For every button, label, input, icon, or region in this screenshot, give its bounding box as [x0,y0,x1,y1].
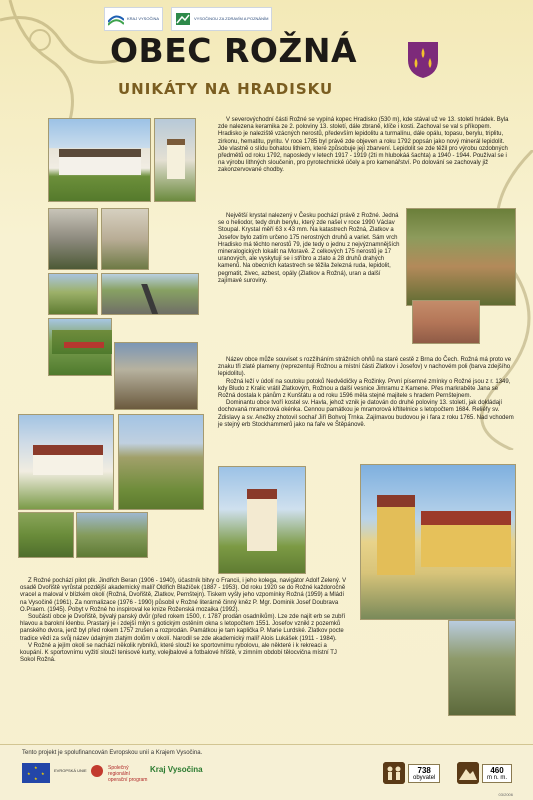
page-subtitle: UNIKÁTY NA HRADISKU [118,80,334,98]
population-label: obyvatel [413,774,436,781]
population-box [408,764,440,783]
footer-note: Tento projekt je spolufinancován Evropskou unií a Krajem Vysočina. [22,750,203,756]
population-stat [383,760,440,786]
text-name-paragraph: Název obce může souviset s rozžíháním strážních ohňů na staré cestě z Brna do Čech. Rožná má proto ve znaku tři zlaté plameny (reprezentují Rožnou a místní části Zlatkov i Josefov) v nachovém poli (barva zdejšího lepidolitu). [218,357,512,378]
coat-of-arms-icon [408,42,438,78]
page-title: OBEC ROŽNÁ [110,31,358,70]
photo-statue [114,342,198,410]
text-sport-paragraph: V Rožné a jejím okolí se nachází několik rybníků, které slouží ke sportovnímu rybolovu, ale některé i k rekreaci a koupání. K sportovnímu vyžití slouží tenisové kurty, volejbalové a fotbalové hřiště, v zimním období tělocvična místní TJ Sokol Rožná. [20,642,337,664]
photo-train [52,330,112,354]
ornament-corner [0,0,120,120]
fund-logo-icon [90,764,104,778]
footer [0,744,533,800]
people-icon [383,762,405,784]
population-value: 738 [417,765,431,775]
photo-house-corner [101,208,149,270]
text-history [218,357,516,461]
text-location-paragraph: Rožná leží v údolí na soutoku potoků Nedvědičky a Rožinky. První písemné zmínky o Rožné jsou z r. 1349, kdy Bludo z Kralic vrátil Zlatkovým, Rožnou a další vesnice Jimramu z Kamene. Přes markraběte Jana se Rožná dostala k pánům z Kunštátu a od roku 1596 měla stejné majitele s hradem Pernštejnem. [218,378,511,400]
fund-label: Společný regionální operační program [108,765,148,783]
mountain-icon [457,762,479,784]
kraj-logo-text: KRAJ VYSOČINA [127,15,160,21]
photo-railway [101,273,199,315]
kraj-label: Kraj Vysočina [150,765,203,774]
text-dvoriste-paragraph: Součástí obce je Dvořiště, bývalý panský dvůr (před rokem 1500, r. 1787 prodán osadníkům). Lze zde najít erb se zubří hlavou a barokní klenbu. Prastarý je i zdejší mlýn s gotickým ostěním okna s letopočtem 1551. Josefov vznikl z pozemků panského dvora, jenž byl před rokem 1757 zrušen a rozprodán. Památkou je tam kaplička P. Marie Lurdské. Zlatkov pocte tradice vědí za svůj název údajným zlatým dolům v okolí. Narodil se zde akademický malíř Alois Lukášek (1911 - 1984). [20,614,346,642]
photo-chapel-small [154,118,196,202]
photo-farmhouse [48,118,151,202]
altitude-label: m n. m. [487,774,508,781]
text-intro-paragraph: V severovýchodní části Rožné se vypíná kopec Hradisko (530 m), kde stával už ve 13. století hrádek. Byla zde nalezena keramika ze 2. poloviny 13. století, dále zbraně, klíče i kosti. Zachoval se val s příkopem. Hradisko je naleziště vzácných nerostů, především lepidolitu a turmalínu, dále opálu, topasu, berylu, triplitu, zirkonu, hematitu, pyritu. V roce 1785 byl právě zde objeven a roku 1792 popsán jako nový minerál lepidolit. Jde vlastně o slídu bohatou lithiem, které způsobuje její zbarvení. Lepidolit se zde těžil pro výrobu ozdobných předmětů od roku 1792, naposledy v letech 1917 - 1919 (2ti m hlubokáá šachta) a 1940 - 1944. Používal se i na výrobu lithných sloučenin, pro pyrotechnické účely a pro kamenářství. Po dolování se zachovaly již zakonzervované chodby. [218,117,509,174]
eu-label: EVROPSKÁ UNIE [54,768,87,773]
text-people [20,578,350,736]
tourism-logo-text: VYSOČINOU ZA ZDRAVÍM A POZNÁNÍM [194,15,269,21]
kraj-logo-icon [108,12,124,26]
photo-church [360,464,516,620]
panel-id: 03/2006 [498,792,513,797]
altitude-value: 460 [490,765,504,775]
photo-rocks [412,300,480,344]
altitude-box [482,764,512,783]
text-intro [218,117,512,205]
photo-family-house [18,414,114,510]
photo-gate-detail [448,620,516,716]
text-people-paragraph: Z Rožné pochází pilot plk. Jindřich Beran (1906 - 1940), účastník bitvy o Francii, i jeho kolega, navigátor Adolf Zelený. V osadě Dvořiště vyrůstal pozdější akademický malíř Oldřich Blažíček (1887 - 1953). Od roku 1920 se do Rožné každoročně vracel a maloval v blízkém okolí (Rožná, Dvořiště, Zlatkov, Pernštejn). Tiskem vyšly jeho vzpomínky Rožná (1959) a Mládí na Vysočině (1961). Za normalizace (1976 - 1990) působil v Rožné literárně činný kněz P. Mgr. Dominik Josef Doubrava O.Praem. (1945). Pobyt v Rožné ho inspiroval ke knize Roženská mozaika (1992). [20,578,347,613]
photo-gate [48,208,98,270]
photo-countryside [48,273,98,315]
text-church-paragraph: Dominantu obce tvoří kostel sv. Havla, jehož vznik je datován do druhé poloviny 13. století, jak dokládají dochovaná mramorová okénka. Cennou památkou je mramorová křtitelnice s letopočtem 1684. Reliéfy sv. Zdislavy a sv. Anežky zhotovil sochař Jiří Bohvoj Trnka. Zajímavou budovou je i fara z roku 1765. Nad vchodem je stejný erb Stockhammerů jako na faře ve Štěpánově. [218,400,514,428]
altitude-stat [457,760,512,786]
kraj-logo [104,7,163,31]
photo-park [18,512,74,558]
text-crystal-paragraph: Největší krystal nalezený v Česku pochází právě z Rožné. Jedná se o heliodor, tedy druh berylu, který zde našel v roce 1990 Václav Stoupal. Krystal měří 63 x 43 mm. Na katastrech Rožná, Zlatkov a Josefov bylo zatím určeno 175 nerostných druhů a variet. Sám vrch Hradisko má těchto nerostů 79, jde tedy o jednu z nejvýznamnějších mineralogických lokalit na Moravě. Z celkových 175 nerostů je 17 uranových, ale vyskytují se i stříbro a zlato a 28 druhů drahých kamenů. Na obecních katastrech se těžila železná ruda, lepidolit, pegmatit, živec, azbest, opály (Zlatkov a Rožná), uran a další zajímavé suroviny. [218,213,400,284]
eu-flag-icon: ★ ★ ★ ★ [22,763,50,783]
text-crystal [218,213,402,343]
tourism-logo [171,7,272,31]
tourism-logo-icon [175,12,191,26]
photo-road [76,512,148,558]
partner-logos [104,6,272,32]
photo-village-view [118,414,204,510]
photo-mine-path [406,208,516,306]
photo-wayside-chapel [218,466,306,574]
